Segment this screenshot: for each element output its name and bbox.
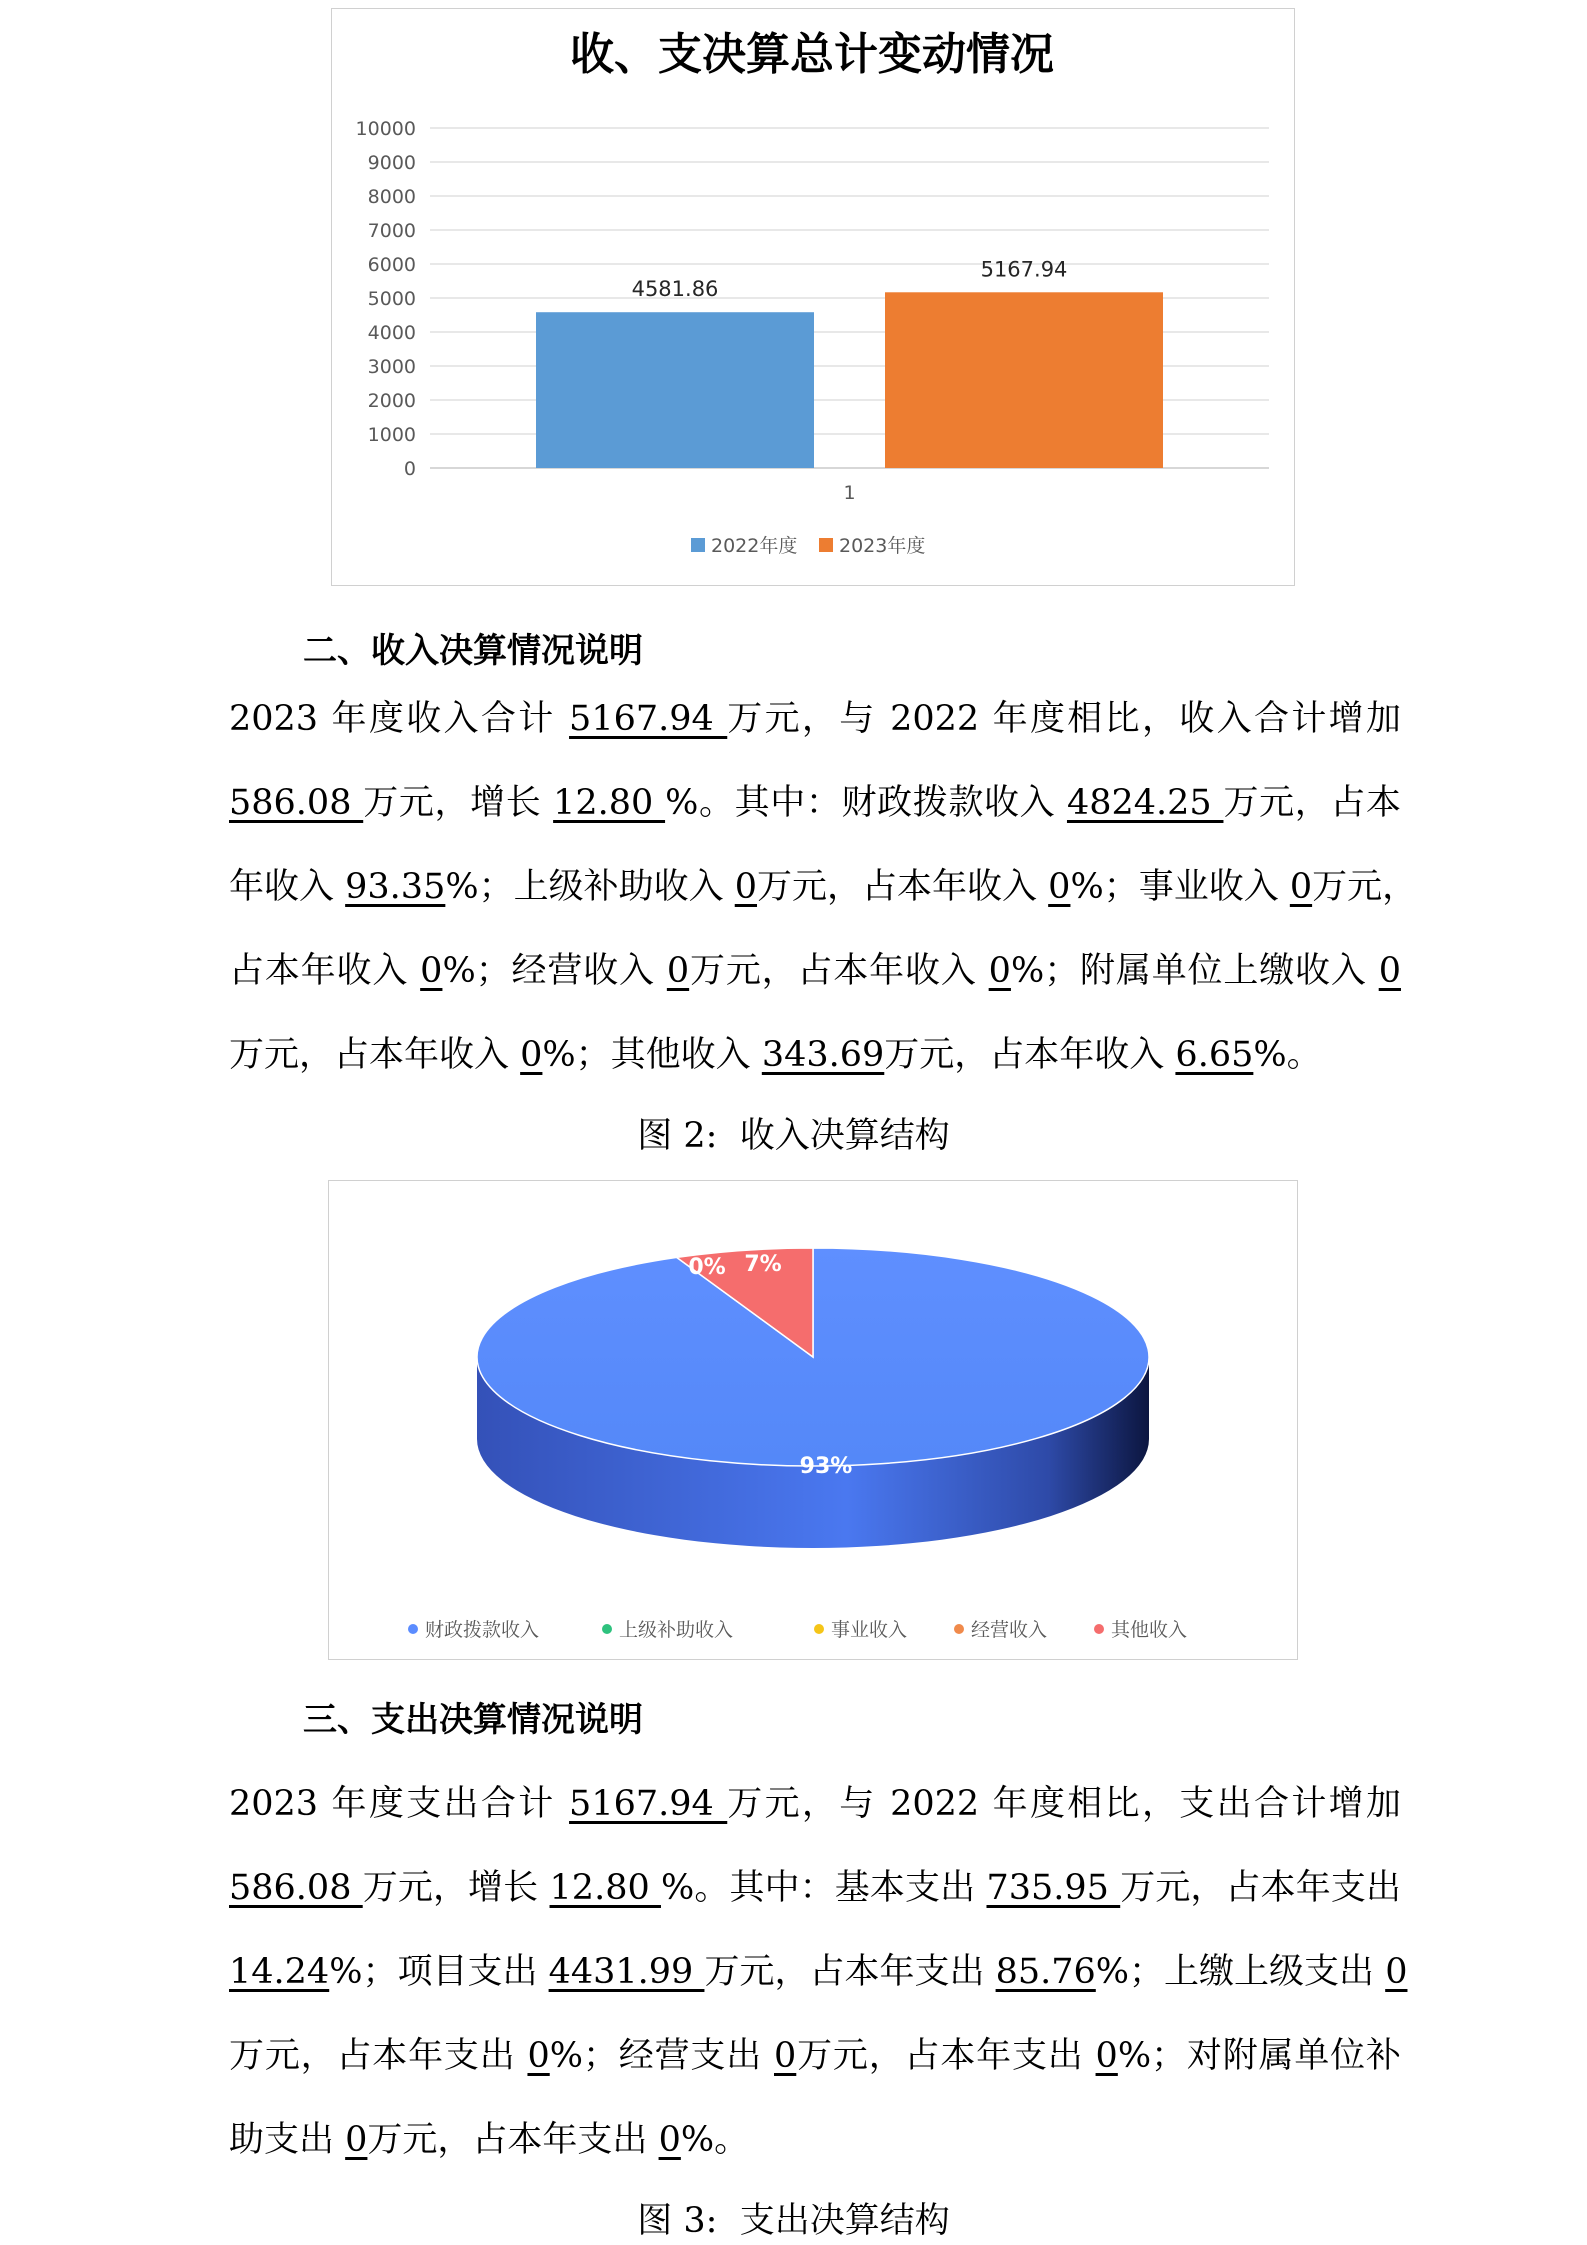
paragraph-line (229, 1013, 1401, 1097)
text-run: %。 (680, 2120, 750, 2160)
figure-value: 586.08 (229, 1868, 363, 1908)
figure-value: 0 (774, 2036, 797, 2076)
text-run: 万元，占本年支出 (1120, 1868, 1401, 1908)
text-run: %；项目支出 (329, 1952, 549, 1992)
bar-chart (332, 9, 1293, 584)
figure-value: 0 (734, 867, 758, 907)
bar-2022年度 (536, 312, 814, 468)
text-run: 万元， (1312, 867, 1418, 907)
y-tick-label: 7000 (367, 220, 416, 242)
figure-value: 0 (420, 951, 443, 991)
section2-paragraph (229, 677, 1418, 1097)
figure-value: 0 (1289, 867, 1313, 907)
figure-value: 0 (1378, 951, 1401, 991)
figure-value: 586.08 (229, 783, 364, 823)
pie-chart-frame (328, 1180, 1298, 1660)
text-run: %。 (1253, 1035, 1322, 1075)
bar-2023年度 (885, 292, 1163, 468)
figure-value: 4824.25 (1066, 783, 1224, 823)
text-run: 万元，与 2022 年度相比，收入合计增加 (727, 699, 1402, 739)
paragraph-line (229, 1762, 1401, 1846)
text-run: 万元，占本年收入 (884, 1035, 1176, 1075)
y-tick-label: 2000 (367, 390, 416, 412)
legend-marker (954, 1624, 964, 1634)
figure-value: 14.24 (229, 1952, 330, 1992)
legend-swatch (691, 538, 705, 552)
section2-heading: 二、收入决算情况说明 (303, 631, 643, 671)
text-run: 万元，占本年支出 (367, 2120, 659, 2160)
figure-value: 0 (527, 2036, 550, 2076)
text-run: 万元，占本年收入 (757, 867, 1049, 907)
text-run: 助支出 (229, 2120, 346, 2160)
figure-value: 0 (658, 2120, 681, 2160)
figure-value: 0 (1048, 867, 1071, 907)
text-run: %；上缴上级支出 (1095, 1952, 1386, 1992)
paragraph-line (229, 1846, 1401, 1930)
pie-data-label: 93% (799, 1454, 853, 1479)
pie-data-label: 7% (744, 1252, 782, 1277)
text-run: %；附属单位上缴收入 (1010, 951, 1379, 991)
legend-marker (814, 1624, 824, 1634)
text-run: 万元，增长 (362, 1868, 550, 1908)
legend-label: 2022年度 (711, 535, 798, 557)
legend-label: 其他收入 (1111, 1619, 1188, 1641)
y-tick-label: 3000 (367, 356, 416, 378)
legend-label: 上级补助收入 (619, 1619, 734, 1641)
legend-marker (602, 1624, 612, 1634)
y-tick-label: 10000 (355, 118, 416, 140)
pie-chart (329, 1181, 1296, 1658)
figure-value: 5167.94 (569, 1784, 728, 1824)
data-label: 4581.86 (631, 277, 719, 302)
paragraph-line (229, 929, 1401, 1013)
legend-label: 2023年度 (839, 535, 926, 557)
paragraph-line (229, 1930, 1408, 2014)
figure-value: 343.69 (761, 1035, 885, 1075)
text-run: 万元，占本年支出 (704, 1952, 996, 1992)
text-run: 年收入 (229, 867, 346, 907)
text-run: 万元，占本年支出 (796, 2036, 1096, 2076)
y-tick-label: 1000 (367, 424, 416, 446)
figure-value: 0 (520, 1035, 543, 1075)
text-run: 万元，与 2022 年度相比，支出合计增加 (727, 1784, 1402, 1824)
figure2-caption: 图 2: 收入决算结构 (637, 1116, 950, 1156)
text-run: %；其他收入 (542, 1035, 762, 1075)
figure-value: 12.80 (553, 783, 666, 823)
figure-value: 12.80 (549, 1868, 661, 1908)
figure-value: 5167.94 (569, 699, 728, 739)
text-run: 万元，增长 (363, 783, 554, 823)
paragraph-line (229, 677, 1401, 761)
paragraph-line (229, 2098, 1401, 2182)
figure-value: 6.65 (1175, 1035, 1254, 1075)
section3-heading: 三、支出决算情况说明 (303, 1700, 643, 1740)
figure-value: 735.95 (986, 1868, 1121, 1908)
text-run: %。其中：基本支出 (660, 1868, 987, 1908)
text-run: 万元，占本年支出 (229, 2036, 528, 2076)
paragraph-line (229, 845, 1418, 929)
y-tick-label: 6000 (367, 254, 416, 276)
text-run: 2023 年度收入合计 (229, 699, 570, 739)
legend-label: 财政拨款收入 (425, 1619, 540, 1641)
figure-value: 0 (666, 951, 690, 991)
text-run: 万元，占本 (1223, 783, 1401, 823)
figure3-caption: 图 3: 支出决算结构 (637, 2201, 950, 2241)
text-run: %。其中：财政拨款收入 (665, 783, 1067, 823)
legend-label: 经营收入 (971, 1619, 1048, 1641)
y-tick-label: 0 (403, 458, 416, 480)
bar-chart-frame (331, 8, 1295, 586)
legend-marker (408, 1624, 418, 1634)
text-run: %；经营收入 (442, 951, 667, 991)
legend-label: 事业收入 (831, 1619, 908, 1641)
figure-value: 0 (345, 2120, 368, 2160)
paragraph-line (229, 761, 1401, 845)
x-tick-label: 1 (843, 482, 856, 504)
figure-value: 93.35 (345, 867, 446, 907)
y-tick-label: 9000 (367, 152, 416, 174)
text-run: %；经营支出 (549, 2036, 774, 2076)
y-tick-label: 4000 (367, 322, 416, 344)
y-tick-label: 8000 (367, 186, 416, 208)
y-tick-label: 5000 (367, 288, 416, 310)
legend-marker (1094, 1624, 1104, 1634)
section3-paragraph (229, 1762, 1408, 2182)
text-run: %；对附属单位补 (1117, 2036, 1401, 2076)
legend-swatch (819, 538, 833, 552)
figure-value: 4431.99 (548, 1952, 705, 1992)
figure-value: 85.76 (995, 1952, 1096, 1992)
paragraph-line (229, 2014, 1401, 2098)
text-run: %；上级补助收入 (445, 867, 735, 907)
figure-value: 0 (1095, 2036, 1118, 2076)
chart-title: 收、支决算总计变动情况 (570, 29, 1054, 80)
data-label: 5167.94 (980, 257, 1068, 282)
text-run: %；事业收入 (1070, 867, 1290, 907)
figure-value: 0 (1385, 1952, 1408, 1992)
text-run: 占本年收入 (229, 951, 421, 991)
text-run: 万元，占本年收入 (689, 951, 989, 991)
figure-value: 0 (988, 951, 1011, 991)
pie-data-label: 0% (688, 1255, 726, 1280)
text-run: 万元，占本年收入 (229, 1035, 521, 1075)
text-run: 2023 年度支出合计 (229, 1784, 570, 1824)
